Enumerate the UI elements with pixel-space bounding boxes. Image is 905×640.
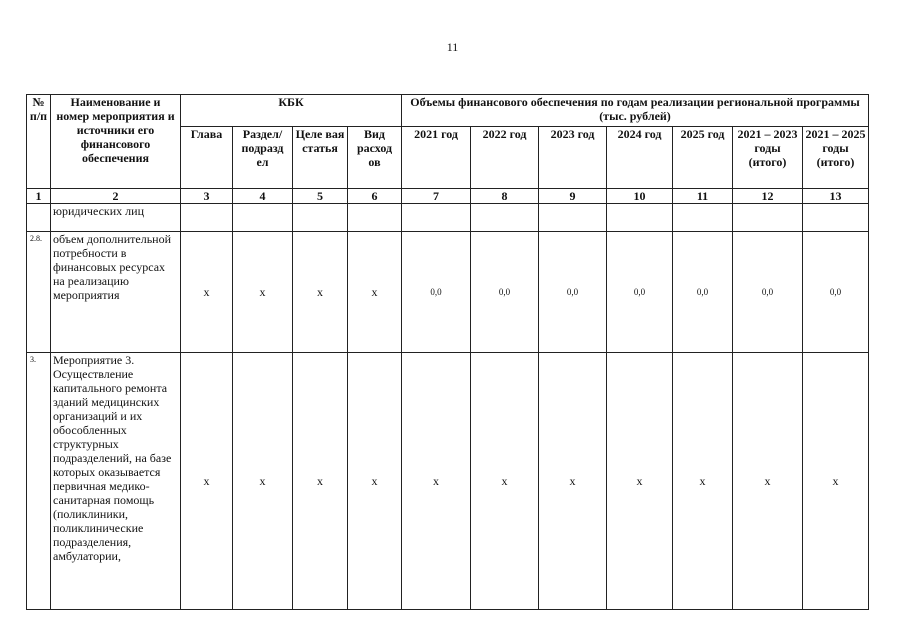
index-cell: 3 (181, 189, 233, 204)
row-cell: x (233, 232, 293, 353)
table-row (27, 353, 869, 610)
row-cell (471, 204, 539, 232)
row-cell (539, 204, 607, 232)
row-cell: x (673, 353, 733, 610)
index-cell: 11 (673, 189, 733, 204)
row-number: 3. (27, 353, 51, 610)
header-row-1 (27, 95, 869, 127)
row-cell: x (233, 353, 293, 610)
row-cell: 0,0 (539, 232, 607, 353)
row-name: юридических лиц (51, 204, 181, 232)
header-funding: Объемы финансового обеспечения по годам реализации региональной программы (тыс. рублей) (402, 95, 869, 127)
row-cell: 0,0 (733, 232, 803, 353)
row-cell (348, 204, 402, 232)
row-cell (293, 204, 348, 232)
funding-table (26, 94, 869, 610)
row-cell: x (471, 353, 539, 610)
index-cell: 9 (539, 189, 607, 204)
index-cell: 13 (803, 189, 869, 204)
row-cell: 0,0 (607, 232, 673, 353)
index-cell: 1 (27, 189, 51, 204)
row-cell: x (733, 353, 803, 610)
row-cell (181, 204, 233, 232)
row-cell: x (348, 232, 402, 353)
row-number (27, 204, 51, 232)
row-cell: x (803, 353, 869, 610)
table-row (27, 204, 869, 232)
index-cell: 8 (471, 189, 539, 204)
row-cell: x (181, 232, 233, 353)
index-cell: 6 (348, 189, 402, 204)
row-cell: x (181, 353, 233, 610)
row-cell: x (539, 353, 607, 610)
row-cell (803, 204, 869, 232)
index-cell: 12 (733, 189, 803, 204)
row-cell: 0,0 (402, 232, 471, 353)
row-number: 2.8. (27, 232, 51, 353)
index-cell: 2 (51, 189, 181, 204)
row-cell (733, 204, 803, 232)
page-number: 11 (446, 40, 459, 54)
index-cell: 4 (233, 189, 293, 204)
index-cell: 7 (402, 189, 471, 204)
header-glava: Глава (181, 127, 233, 189)
header-2023: 2023 год (539, 127, 607, 189)
row-cell (673, 204, 733, 232)
index-cell: 5 (293, 189, 348, 204)
header-kbk: КБК (181, 95, 402, 127)
index-cell: 10 (607, 189, 673, 204)
row-cell: 0,0 (471, 232, 539, 353)
row-cell (402, 204, 471, 232)
header-num: № п/п (27, 95, 51, 189)
header-2025: 2025 год (673, 127, 733, 189)
row-cell: x (607, 353, 673, 610)
row-name: объем дополнительной потребности в финансовых ресурсах на реализацию мероприятия (51, 232, 181, 353)
index-row (27, 189, 869, 204)
header-tselevaya: Целе вая статья (293, 127, 348, 189)
header-name: Наименование и номер мероприятия и источники его финансового обеспечения (51, 95, 181, 189)
row-name: Мероприятие 3. Осуществление капитального ремонта зданий медицинских организаций и их обособленных структурных подразделений, на базе которых оказывается первичная медико-санитарная помощь (поликлиники, поликлинические подразделения, амбулатории, (51, 353, 181, 610)
row-cell: 0,0 (803, 232, 869, 353)
header-total-2021-2025: 2021 – 2025 годы (итого) (803, 127, 869, 189)
row-cell: x (293, 232, 348, 353)
header-2024: 2024 год (607, 127, 673, 189)
header-2022: 2022 год (471, 127, 539, 189)
row-cell: 0,0 (673, 232, 733, 353)
header-2021: 2021 год (402, 127, 471, 189)
header-total-2021-2023: 2021 – 2023 годы (итого) (733, 127, 803, 189)
row-cell: x (348, 353, 402, 610)
row-cell: x (293, 353, 348, 610)
row-cell (607, 204, 673, 232)
row-cell: x (402, 353, 471, 610)
row-cell (233, 204, 293, 232)
table-row (27, 232, 869, 353)
header-vid: Вид расход ов (348, 127, 402, 189)
header-razdel: Раздел/ подразд ел (233, 127, 293, 189)
